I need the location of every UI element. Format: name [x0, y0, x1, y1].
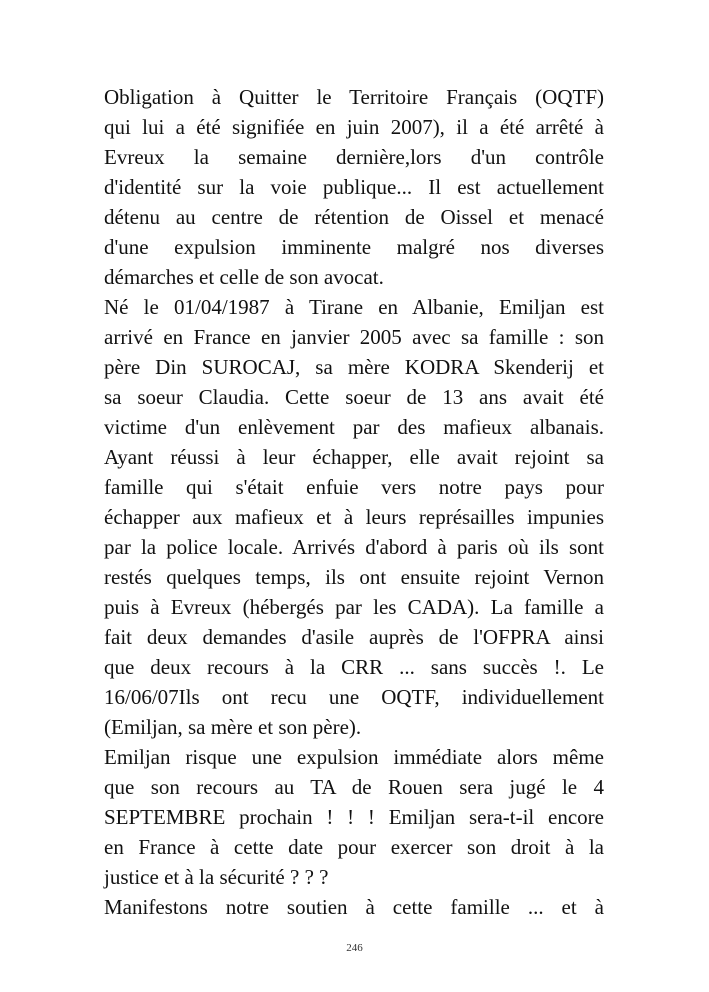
- text-line: qui lui a été signifiée en juin 2007), il a été arrêté à: [104, 115, 604, 139]
- text-line: par la police locale. Arrivés d'abord à paris où ils sont: [104, 535, 604, 559]
- text-line: en France à cette date pour exercer son droit à la: [104, 835, 604, 859]
- text-line: restés quelques temps, ils ont ensuite rejoint Vernon: [104, 565, 604, 589]
- text-line: Ayant réussi à leur échapper, elle avait rejoint sa: [104, 445, 604, 469]
- text-line: Obligation à Quitter le Territoire Français (OQTF): [104, 85, 604, 109]
- text-line: victime d'un enlèvement par des mafieux albanais.: [104, 415, 604, 439]
- text-line: justice et à la sécurité ? ? ?: [104, 865, 329, 889]
- text-line: fait deux demandes d'asile auprès de l'OFPRA ainsi: [104, 625, 604, 649]
- text-line: Manifestons notre soutien à cette famille ... et à: [104, 895, 604, 919]
- text-line: arrivé en France en janvier 2005 avec sa famille : son: [104, 325, 604, 349]
- page-number: 246: [346, 942, 363, 954]
- text-line: Evreux la semaine dernière,lors d'un contrôle: [104, 145, 604, 169]
- text-line: SEPTEMBRE prochain ! ! ! Emiljan sera-t-il encore: [104, 805, 604, 829]
- text-line: Emiljan risque une expulsion immédiate alors même: [104, 745, 604, 769]
- text-line: (Emiljan, sa mère et son père).: [104, 715, 362, 739]
- text-line: sa soeur Claudia. Cette soeur de 13 ans avait été: [104, 385, 604, 409]
- text-line: Né le 01/04/1987 à Tirane en Albanie, Emiljan est: [104, 295, 604, 319]
- text-line: puis à Evreux (hébergés par les CADA). La famille a: [104, 595, 604, 619]
- text-line: détenu au centre de rétention de Oissel et menacé: [104, 205, 604, 229]
- text-line: 16/06/07Ils ont recu une OQTF, individuellement: [104, 685, 604, 709]
- body-text: [104, 82, 604, 922]
- text-line: démarches et celle de son avocat.: [104, 265, 384, 289]
- text-line: échapper aux mafieux et à leurs représailles impunies: [104, 505, 604, 529]
- text-line: que deux recours à la CRR ... sans succès !. Le: [104, 655, 604, 679]
- text-line: d'identité sur la voie publique... Il est actuellement: [104, 175, 604, 199]
- text-line: père Din SUROCAJ, sa mère KODRA Skenderij et: [104, 355, 604, 379]
- text-line: famille qui s'était enfuie vers notre pays pour: [104, 475, 604, 499]
- text-line: d'une expulsion imminente malgré nos diverses: [104, 235, 604, 259]
- text-line: que son recours au TA de Rouen sera jugé le 4: [104, 775, 604, 799]
